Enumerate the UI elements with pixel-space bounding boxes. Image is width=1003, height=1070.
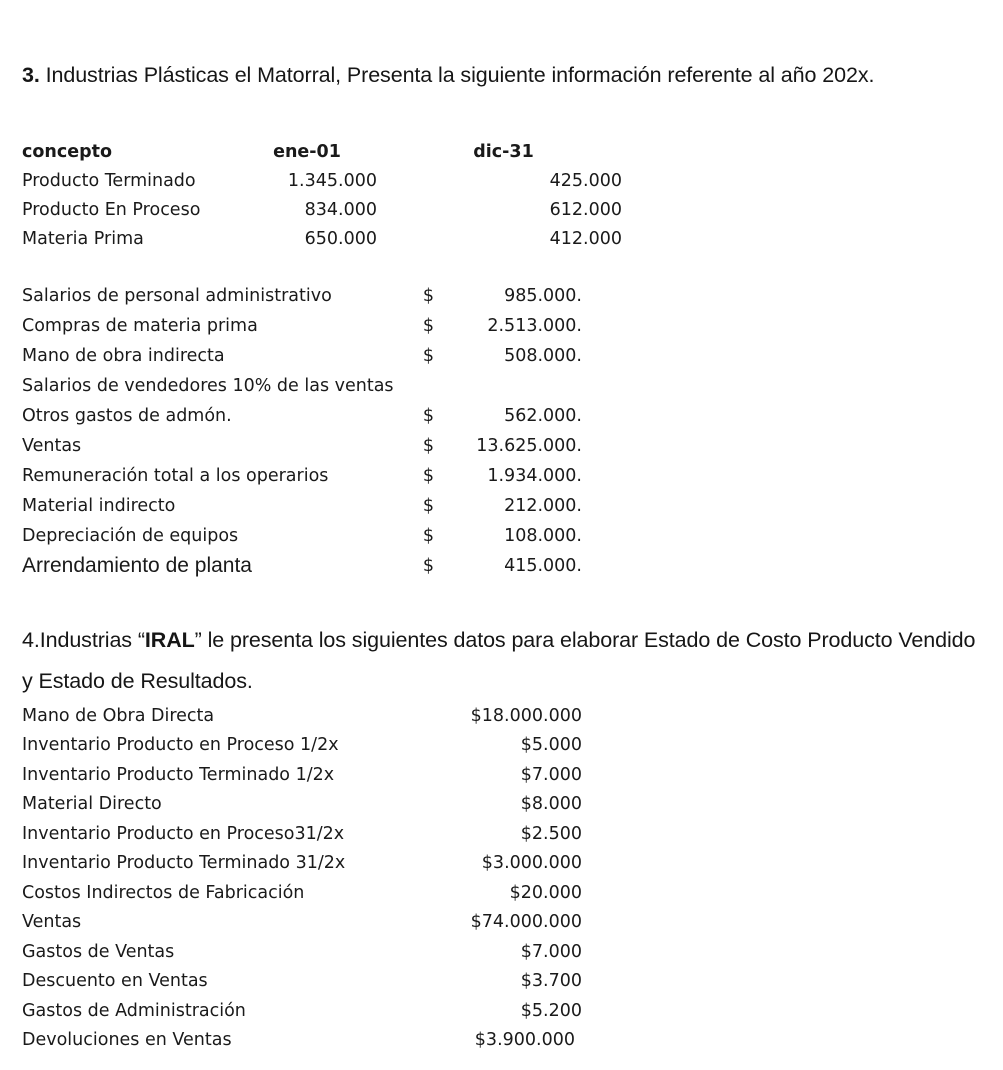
inventory-cell-concepto: Producto Terminado — [22, 170, 196, 191]
iral-row-amount: $7.000 — [520, 941, 582, 962]
currency-symbol: $ — [422, 526, 435, 546]
inventory-cell-concepto: Materia Prima — [22, 228, 144, 249]
iral-row-amount: $5.200 — [520, 1000, 582, 1021]
currency-symbol: $ — [422, 436, 435, 456]
iral-row-amount: $3.700 — [520, 971, 582, 992]
iral-row-label: Descuento en Ventas — [22, 971, 208, 992]
table-row — [22, 819, 582, 849]
list-item — [22, 311, 582, 341]
iral-row-label: Devoluciones en Ventas — [22, 1030, 232, 1051]
problem-4-heading-part2: ” le presenta los siguientes datos para elaborar Estado de Costo Producto Vendido y Estado de Resultados. — [22, 627, 976, 693]
cost-item-label: Depreciación de equipos — [22, 526, 239, 546]
iral-row-amount: $20.000 — [509, 882, 582, 903]
table-row — [22, 224, 622, 253]
table-row — [22, 790, 582, 820]
iral-row-label: Ventas — [22, 912, 82, 933]
inventory-cell-dic-31: 425.000 — [549, 170, 622, 191]
inventory-header-ene-01: ene-01 — [273, 141, 341, 162]
cost-item-label: Remuneración total a los operarios — [22, 466, 329, 486]
cost-items-list — [22, 281, 582, 581]
list-item — [22, 491, 582, 521]
cost-item-label: Arrendamiento de planta — [22, 554, 252, 577]
inventory-cell-ene-01: 1.345.000 — [287, 170, 377, 191]
table-row — [22, 701, 582, 731]
currency-symbol: $ — [422, 316, 435, 336]
inventory-cell-dic-31: 412.000 — [549, 228, 622, 249]
cost-item-label: Ventas — [22, 436, 82, 456]
inventory-cell-ene-01: 650.000 — [304, 228, 377, 249]
problem-3-heading-text: Industrias Plásticas el Matorral, Presenta la siguiente información referente al año 202x. — [39, 62, 875, 87]
table-row — [22, 1026, 582, 1056]
cost-item-label: Otros gastos de admón. — [22, 406, 232, 426]
iral-row-amount: $3.900.000 — [474, 1030, 575, 1051]
inventory-table-header-row — [22, 137, 622, 166]
list-item — [22, 431, 582, 461]
cost-item-amount: 508.000. — [504, 346, 582, 366]
iral-row-amount: $5.000 — [520, 735, 582, 756]
cost-item-amount: 562.000. — [504, 406, 582, 426]
list-item — [22, 281, 582, 311]
iral-data-table — [22, 701, 582, 1055]
cost-item-label: Salarios de vendedores 10% de las ventas — [22, 376, 394, 396]
list-item — [22, 461, 582, 491]
inventory-cell-concepto: Producto En Proceso — [22, 199, 201, 220]
iral-row-label: Inventario Producto Terminado 1/2x — [22, 764, 335, 785]
iral-row-label: Material Directo — [22, 794, 162, 815]
company-name-iral: IRAL — [144, 627, 195, 652]
table-row — [22, 166, 622, 195]
table-row — [22, 731, 582, 761]
inventory-header-concepto: concepto — [22, 141, 113, 162]
inventory-table — [22, 137, 622, 253]
problem-3-heading — [22, 60, 982, 91]
currency-symbol — [423, 371, 446, 401]
cost-item-label: Compras de materia prima — [22, 316, 258, 336]
currency-symbol: $ — [422, 466, 435, 486]
iral-row-amount: $74.000.000 — [470, 912, 582, 933]
table-row — [22, 996, 582, 1026]
iral-row-label: Gastos de Ventas — [22, 941, 175, 962]
cost-item-amount: 2.513.000. — [487, 316, 582, 336]
cost-item-amount: 212.000. — [504, 496, 582, 516]
table-row — [22, 878, 582, 908]
iral-row-label: Costos Indirectos de Fabricación — [22, 882, 305, 903]
problem-3-number: 3. — [22, 62, 40, 87]
list-item — [22, 401, 582, 431]
currency-symbol: $ — [422, 556, 435, 576]
table-row — [22, 849, 582, 879]
currency-symbol: $ — [422, 346, 435, 366]
problem-4-number: 4. — [22, 627, 40, 652]
currency-symbol: $ — [422, 286, 435, 306]
cost-item-amount: 13.625.000. — [476, 436, 582, 456]
cost-item-amount: 108.000. — [504, 526, 582, 546]
problem-4-heading — [22, 620, 982, 702]
iral-row-label: Inventario Producto Terminado 31/2x — [22, 853, 346, 874]
iral-row-amount: $18.000.000 — [470, 705, 582, 726]
iral-row-label: Inventario Producto en Proceso 1/2x — [22, 735, 339, 756]
list-item — [22, 341, 582, 371]
iral-row-amount: $8.000 — [520, 794, 582, 815]
table-row — [22, 967, 582, 997]
iral-row-amount: $2.500 — [520, 823, 582, 844]
table-row — [22, 937, 582, 967]
list-item — [22, 371, 582, 401]
iral-row-amount: $3.000.000 — [481, 853, 582, 874]
cost-item-amount: 415.000. — [504, 556, 582, 576]
iral-row-label: Mano de Obra Directa — [22, 705, 215, 726]
cost-item-amount: 985.000. — [504, 286, 582, 306]
cost-item-amount: 1.934.000. — [487, 466, 582, 486]
inventory-cell-ene-01: 834.000 — [304, 199, 377, 220]
cost-item-label: Salarios de personal administrativo — [22, 286, 332, 306]
cost-item-label: Mano de obra indirecta — [22, 346, 225, 366]
iral-row-amount: $7.000 — [520, 764, 582, 785]
iral-row-label: Gastos de Administración — [22, 1000, 246, 1021]
inventory-cell-dic-31: 612.000 — [549, 199, 622, 220]
problem-4-heading-part1: Industrias “ — [39, 627, 145, 652]
table-row — [22, 908, 582, 938]
currency-symbol: $ — [422, 496, 435, 516]
table-row — [22, 760, 582, 790]
inventory-header-dic-31: dic-31 — [473, 141, 534, 162]
cost-item-amount — [446, 371, 582, 401]
currency-symbol: $ — [422, 406, 435, 426]
list-item — [22, 521, 582, 551]
list-item — [22, 551, 582, 581]
table-row — [22, 195, 622, 224]
cost-item-label: Material indirecto — [22, 496, 176, 516]
iral-row-label: Inventario Producto en Proceso31/2x — [22, 823, 345, 844]
